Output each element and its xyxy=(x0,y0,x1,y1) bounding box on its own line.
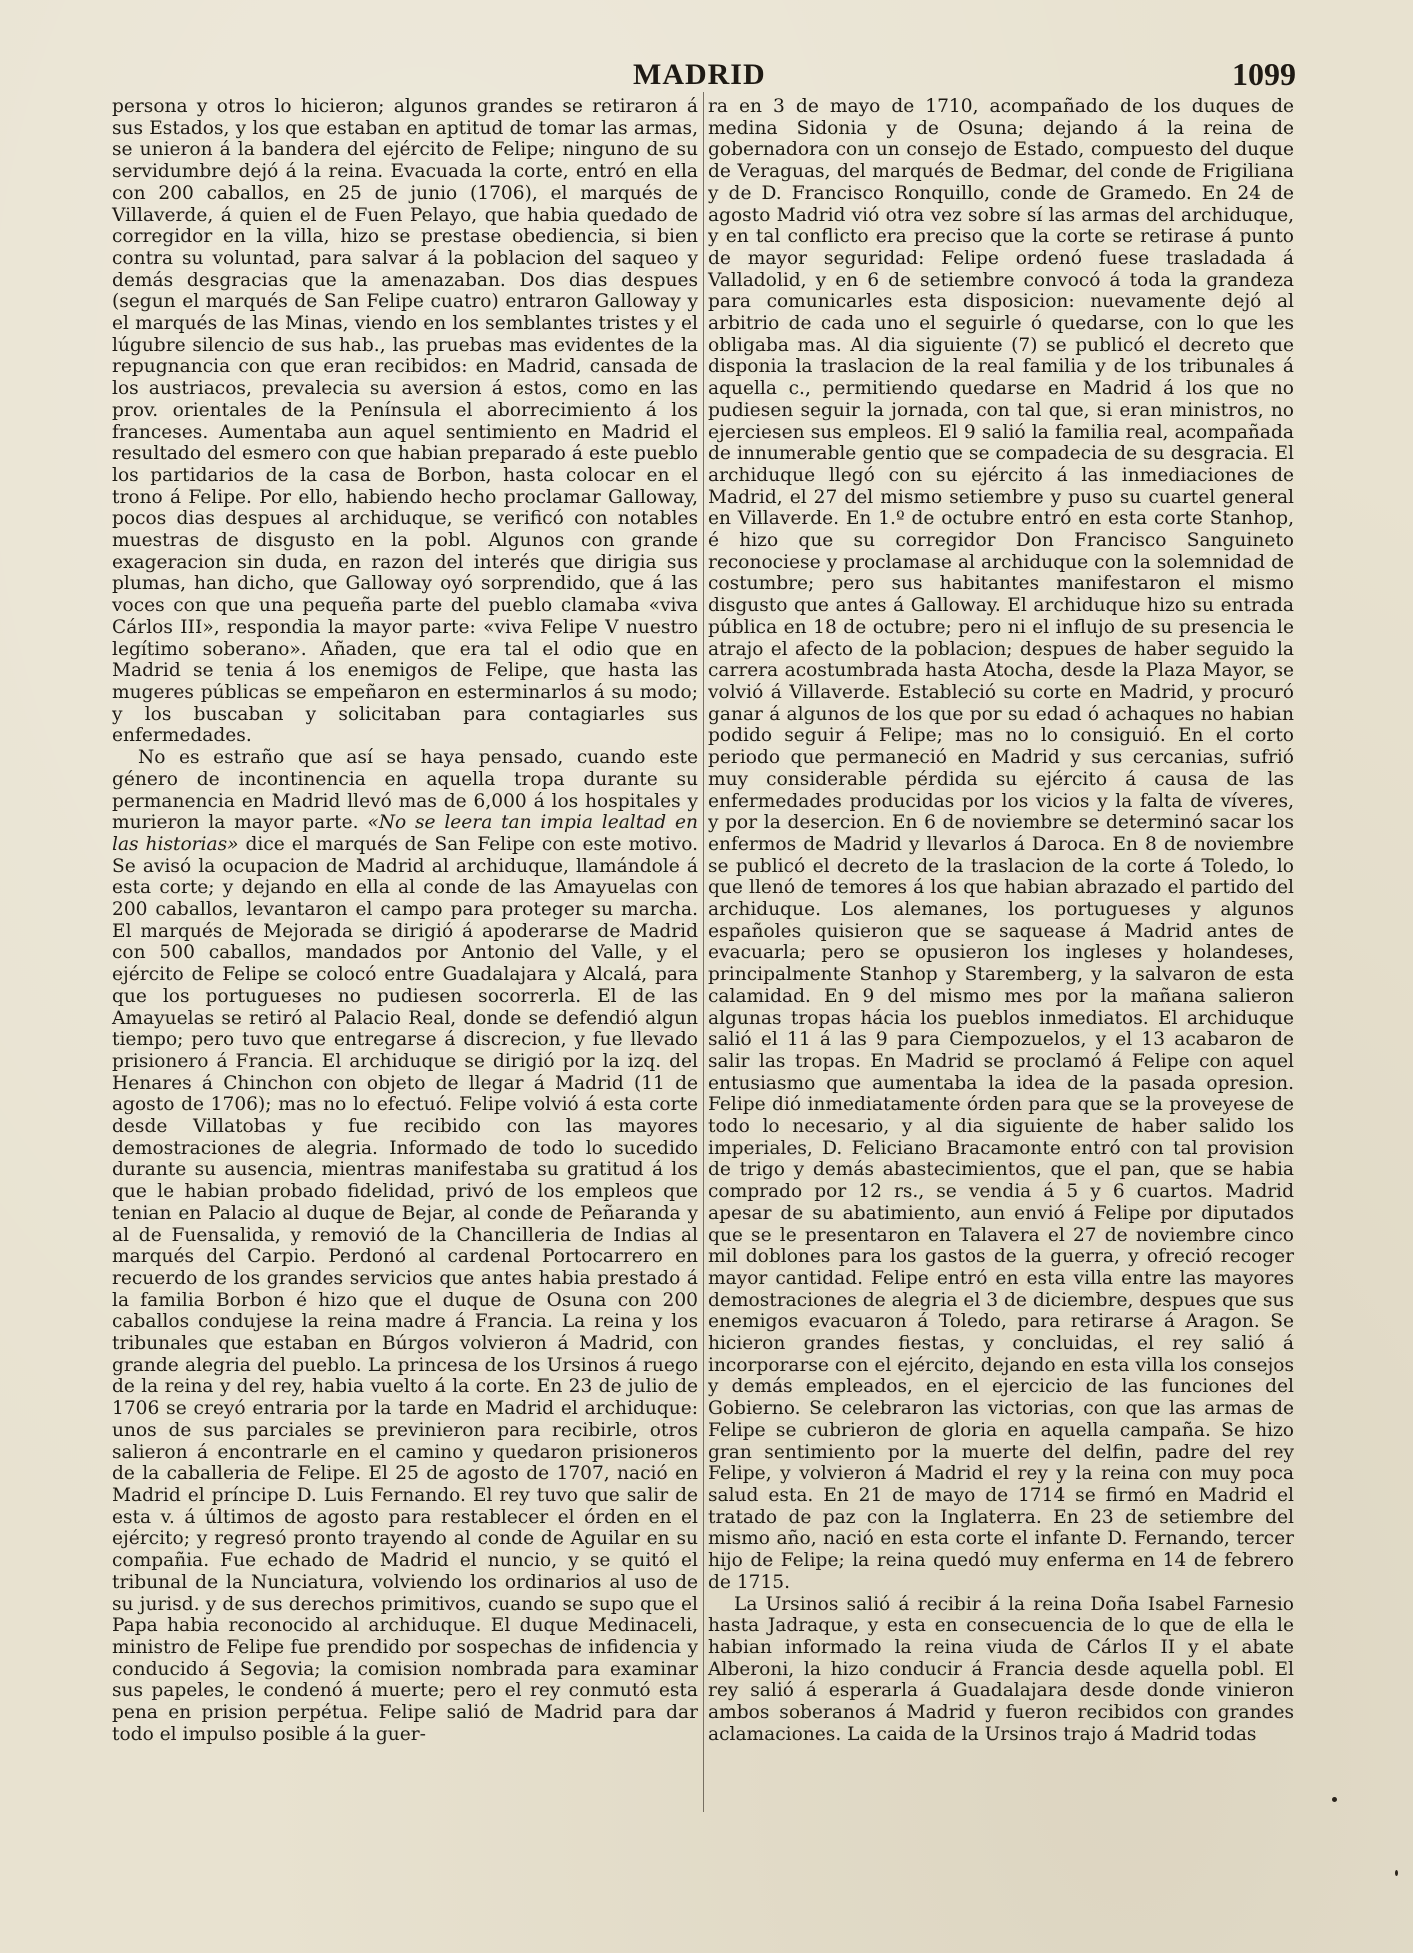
ink-speck xyxy=(1395,1870,1398,1876)
column-divider xyxy=(703,92,704,1812)
ink-speck xyxy=(1332,1797,1337,1802)
left-paragraph-2-rest: dice el marqués de San Felipe con este motivo. Se avisó la ocupacion de Madrid al archiduque, llamándole á esta corte; y dejando en ella al conde de las Amayuelas con 200 caballos, levantaron el campo para proteger su marcha. El marqués de Mejorada se dirigió á apoderarse de Madrid con 500 caballos, mandados por Antonio del Valle, y el ejército de Felipe se colocó entre Guadalajara y Alcalá, para que los portugueses no pudiesen socorrerla. El de las Amayuelas se retiró al Palacio Real, donde se defendió algun tiempo; pero tuvo que entregarse á discrecion, y fue llevado prisionero á Francia. El archiduque se dirigió por la izq. del Henares á Chinchon con objeto de llegar á Madrid (11 de agosto de 1706); mas no lo efectuó. Felipe volvió á esta corte desde Villatobas y fue recibido con las mayores demostraciones de alegria. Informado de todo lo sucedido durante su ausencia, mientras manifestaba su gratitud á los que le habian probado fidelidad, privó de los empleos que tenian en Palacio al duque de Bejar, al conde de Peñaranda y al de Fuensalida, y removió de la Chancilleria de Indias al marqués del Carpio. Perdonó al cardenal Portocarrero en recuerdo de los grandes servicios que antes habia prestado á la familia Borbon é hizo que el duque de Osuna con 200 caballos condujese la reina madre á Francia. La reina y los tribunales que estaban en Búrgos volvieron á Madrid, con grande alegria del pueblo. La princesa de los Ursinos á ruego de la reina y del rey, habia vuelto á la corte. En 23 de julio de 1706 se creyó entraria por la tarde en Madrid el archiduque: unos de sus parciales se previnieron para recibirle, otros salieron á encontrarle en el camino y quedaron prisioneros de la caballeria de Felipe. El 25 de agosto de 1707, nació en Madrid el príncipe D. Luis Fernando. El rey tuvo que salir de esta v. á últimos de agosto para restablecer el órden en el ejército; y regresó pronto trayendo al conde de Aguilar en su compañia. Fue echado de Madrid el nuncio, y se quitó el tribunal de la Nunciatura, volviendo los ordinarios al uso de su jurisd. y de sus derechos primitivos, cuando se supo que el Papa habia reconocido al archiduque. El duque Medinaceli, ministro de Felipe fue prendido por sospechas de infidencia y conducido á Segovia; la comision nombrada para examinar sus papeles, le condenó á muerte; pero el rey conmutó esta pena en prision perpétua. Felipe salió de Madrid para dar todo el impulso posible á la guer- xyxy=(112,833,698,1745)
page-header xyxy=(88,46,1318,96)
left-paragraph-2-start: No es estraño que así se haya pensado, cuando este género de incontinencia en aquella tropa durante su permanencia en Madrid llevó mas de 6,000 á los hospitales y murieron la mayor parte. xyxy=(112,747,698,834)
running-head: MADRID xyxy=(633,58,766,91)
italic-quote: «No se leera tan impia lealtad en las historias» xyxy=(112,812,698,855)
left-paragraph-2 xyxy=(112,747,698,1745)
right-paragraph-2: La Ursinos salió á recibir á la reina Doña Isabel Farnesio hasta Jadraque, y esta en consecuencia de lo que de ella le habian informado la reina viuda de Cárlos II y el abate Alberoni, la hizo conducir á Francia desde aquella pobl. El rey salió á esperarla á Guadalajara desde donde vinieron ambos soberanos á Madrid y fueron recibidos con grandes aclamaciones. La caida de la Ursinos trajo á Madrid todas xyxy=(708,1593,1294,1745)
page-number: 1099 xyxy=(1232,56,1296,92)
right-column xyxy=(708,96,1294,1745)
right-paragraph-1: ra en 3 de mayo de 1710, acompañado de los duques de medina Sidonia y de Osuna; dejando á la reina de gobernadora con un consejo de Estado, compuesto del duque de Veraguas, del marqués de Bedmar, del conde de Frigiliana y de D. Francisco Ronquillo, conde de Gramedo. En 24 de agosto Madrid vió otra vez sobre sí las armas del archiduque, y en tal conflicto era preciso que la corte se retirase á punto de mayor seguridad: Felipe ordenó fuese trasladada á Valladolid, y en 6 de setiembre convocó á toda la grandeza para comunicarles esta disposicion: nuevamente dejó al arbitrio de cada uno el seguirle ó quedarse, con lo que les obligaba mas. Al dia siguiente (7) se publicó el decreto que disponia la traslacion de la real familia y de los tribunales á aquella c., permitiendo quedarse en Madrid á los que no pudiesen seguir la jornada, con tal que, si eran ministros, no ejerciesen sus empleos. El 9 salió la familia real, acompañada de innumerable gentio que se compadecia de su desgracia. El archiduque llegó con su ejército á las inmediaciones de Madrid, el 27 del mismo setiembre y puso su cuartel general en Villaverde. En 1.º de octubre entró en esta corte Stanhop, é hizo que su corregidor Don Francisco Sanguineto reconociese y proclamase al archiduque con la solemnidad de costumbre; pero sus habitantes manifestaron el mismo disgusto que antes á Galloway. El archiduque hizo su entrada pública en 18 de octubre; pero ni el influjo de su presencia le atrajo el afecto de la poblacion; despues de haber seguido la carrera acostumbrada hasta Atocha, desde la Plaza Mayor, se volvió á Villaverde. Estableció su corte en Madrid, y procuró ganar á algunos de los que por su edad ó achaques no habian podido seguir á Felipe; mas no lo consiguió. En el corto periodo que permaneció en Madrid y sus cercanias, sufrió muy considerable pérdida su ejército á causa de las enfermedades producidas por los vicios y la falta de víveres, y por la desercion. En 6 de noviembre se determinó sacar los enfermos de Madrid y llevarlos á Daroca. En 8 de noviembre se publicó el decreto de la traslacion de la corte á Toledo, lo que llenó de temores á los que habian abrazado el partido del archiduque. Los alemanes, los portugueses y algunos españoles quisieron que se saquease á Madrid antes de evacuarla; pero se opusieron los ingleses y holandeses, principalmente Stanhop y Staremberg, y la salvaron de esta calamidad. En 9 del mismo mes por la mañana salieron algunas tropas hácia los pueblos inmediatos. El archiduque salió el 11 á las 9 para Ciempozuelos, y el 13 acabaron de salir las tropas. En Madrid se proclamó á Felipe con aquel entusiasmo que aumentaba la idea de la pasada opresion. Felipe dió inmediatamente órden para que se la proveyese de todo lo necesario, y al dia siguiente de haber salido los imperiales, D. Feliciano Bracamonte entró con tal provision de trigo y demás abastecimientos, que el pan, que se habia comprado por 12 rs., se vendia á 5 y 6 cuartos. Madrid apesar de su abatimiento, aun envió á Felipe por diputados que se le presentaron en Talavera el 27 de noviembre cinco mil doblones para los gastos de la guerra, y ofreció recoger mayor cantidad. Felipe entró en esta villa entre las mayores demostraciones de alegria el 3 de diciembre, despues que sus enemigos evacuaron á Toledo, para retirarse á Aragon. Se hicieron grandes fiestas, y concluidas, el rey salió á incorporarse con el ejército, dejando en esta villa los consejos y demás empleados, en el ejercicio de las funciones del Gobierno. Se celebraron las victorias, con que las armas de Felipe se cubrieron de gloria en aquella campaña. Se hizo gran sentimiento por la muerte del delfin, padre del rey Felipe, y volvieron á Madrid el rey y la reina con muy poca salud esta. En 21 de mayo de 1714 se firmó en Madrid el tratado de paz con la Inglaterra. En 23 de setiembre del mismo año, nació en esta corte el infante D. Fernando, tercer hijo de Felipe; la reina quedó muy enferma en 14 de febrero de 1715. xyxy=(708,96,1294,1593)
left-column xyxy=(112,96,698,1745)
left-paragraph-1: persona y otros lo hicieron; algunos grandes se retiraron á sus Estados, y los que estaban en aptitud de tomar las armas, se unieron á la bandera del ejército de Felipe; ninguno de su servidumbre dejó á la reina. Evacuada la corte, entró en ella con 200 caballos, en 25 de junio (1706), el marqués de Villaverde, á quien el de Fuen Pelayo, que habia quedado de corregidor en la villa, hizo se prestase obediencia, si bien contra su voluntad, para salvar á la poblacion del saqueo y demás desgracias que la amenazaban. Dos dias despues (segun el marqués de San Felipe cuatro) entraron Galloway y el marqués de las Minas, viendo en los semblantes tristes y el lúgubre silencio de sus hab., las pruebas mas evidentes de la repugnancia con que eran recibidos: en Madrid, cansada de los austriacos, prevalecia su aversion á estos, como en las prov. orientales de la Península el aborrecimiento á los franceses. Aumentaba aun aquel sentimiento en Madrid el resultado del esmero con que habian preparado á este pueblo los partidarios de la casa de Borbon, hasta colocar en el trono á Felipe. Por ello, habiendo hecho proclamar Galloway, pocos dias despues al archiduque, se verificó con notables muestras de disgusto en la pobl. Algunos con grande exageracion sin duda, en razon del interés que dirigia sus plumas, han dicho, que Galloway oyó sorprendido, que á las voces con que una pequeña parte del pueblo clamaba «viva Cárlos III», respondia la mayor parte: «viva Felipe V nuestro legítimo soberano». Añaden, que era tal el odio que en Madrid se tenia á los enemigos de Felipe, que hasta las mugeres públicas se empeñaron en esterminarlos á su modo; y los buscaban y solicitaban para contagiarles sus enfermedades. xyxy=(112,96,698,747)
